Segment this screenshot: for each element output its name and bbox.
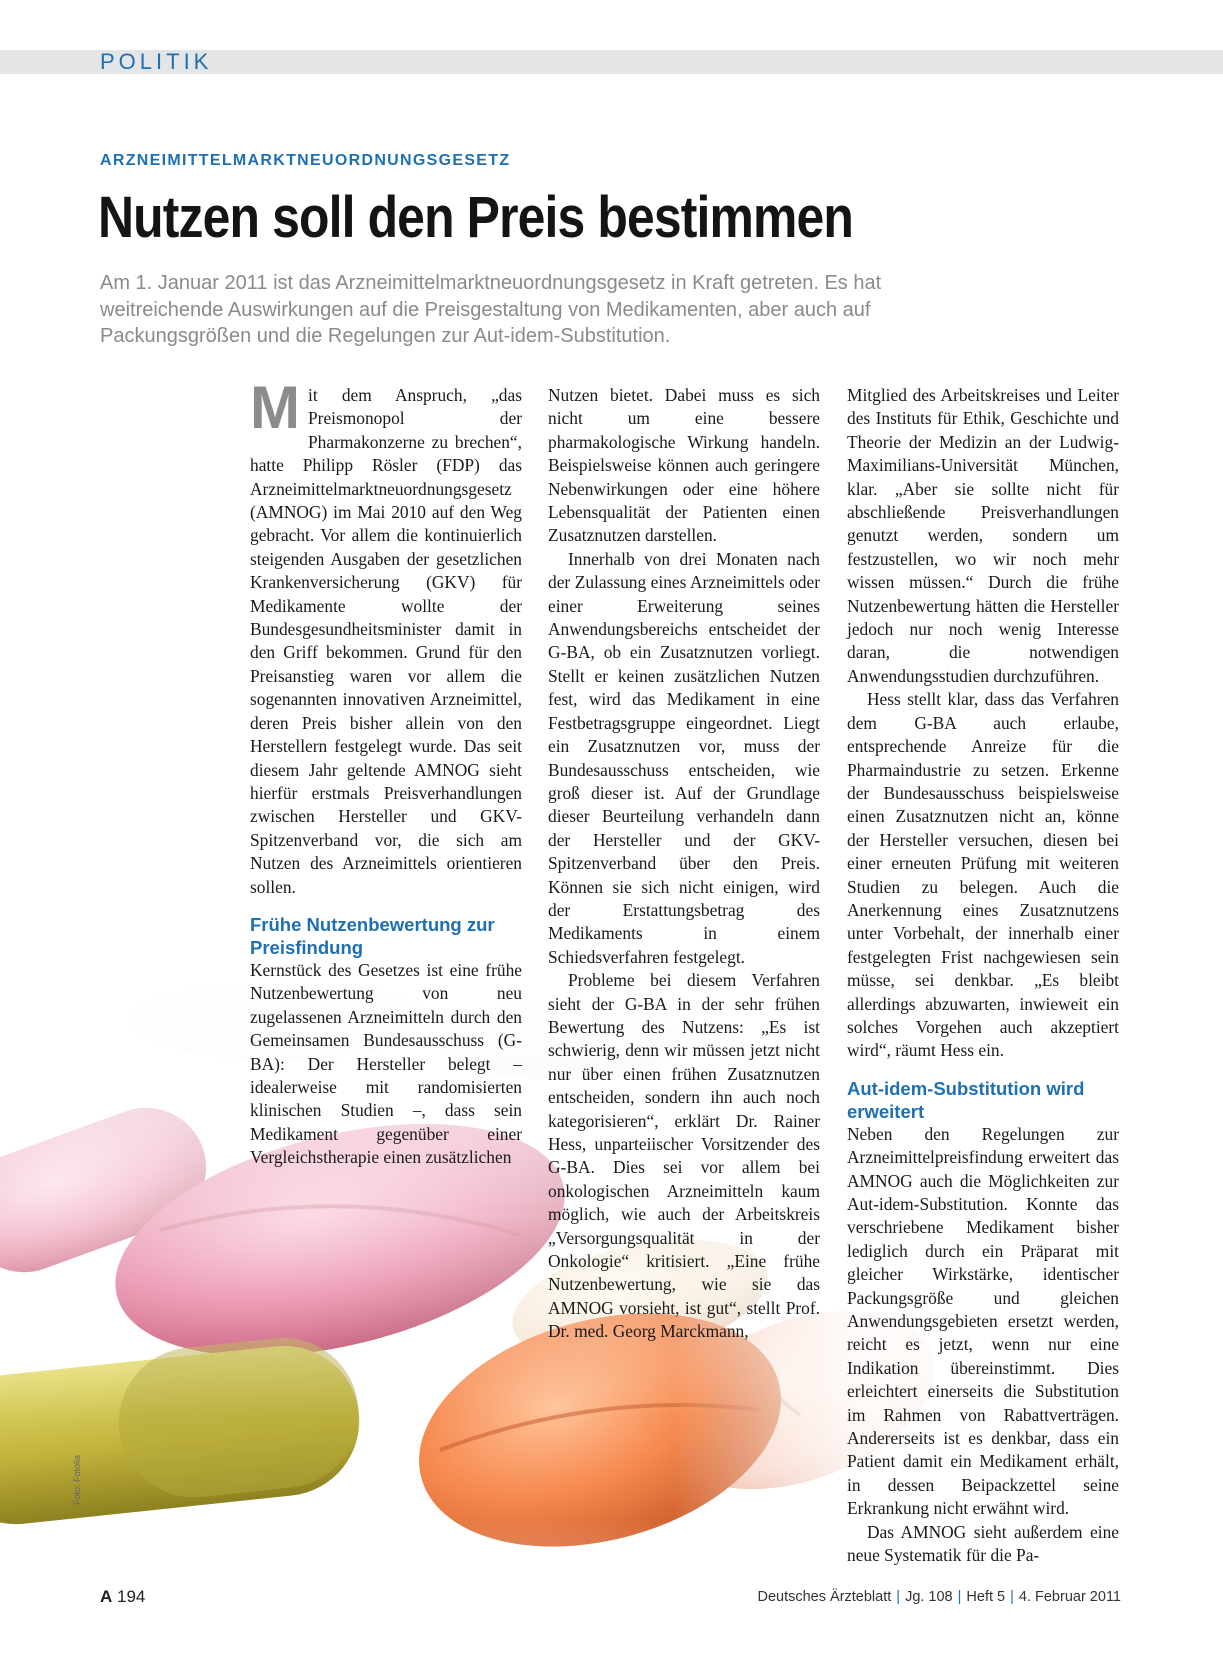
paragraph: Neben den Regelungen zur Arzneimittelpreisfindung erweitert das AMNOG auch die Möglichkeiten zur Aut-idem-Substitution. Konnte das verschriebene Medikament bisher lediglich durch ein Präparat mit gleicher Wirkstärke, identischer Packungsgröße und gleichen Anwendungsgebieten ersetzt werden, reicht es jetzt, wenn nur eine Indikation übereinstimmt. Dies erleichtert einerseits die Substitution im Rahmen von Rabattverträgen. Andererseits ist es denkbar, dass ein Patient damit ein Medikament erhält, in dessen Beipackzettel seine Erkrankung nicht erwähnt wird. [847, 1123, 1119, 1519]
section-label: POLITIK [100, 49, 213, 74]
paragraph-text: it dem Anspruch, „das Preismonopol der Pharmakonzerne zu brechen“, hatte Philipp Rösler (FDP) das Arzneimittelmarktneuordnungsgesetz (AMNOG) im Mai 2010 auf den Weg gebracht. Vor allem die kontinuierlich steigenden Ausgaben der gesetzlichen Krankenversicherung (GKV) für Medikamente wollte der Bundesgesundheitsminister damit in den Griff bekommen. Grund für den Preisanstieg waren vor allem die sogenannten innovativen Arzneimittel, deren Preis bisher allein von den Herstellern festgelegt wurde. Das seit diesem Jahr geltende AMNOG sieht hierfür erstmals Preisverhandlungen zwischen Hersteller und GKV-Spitzenverband vor, die sich am Nutzen des Arzneimittels orientieren sollen. [250, 385, 522, 897]
photo-credit: Foto: Fotolia [72, 1454, 82, 1505]
article-column-1 [250, 374, 522, 1170]
subheading: Aut-idem-Substitution wird erweitert [847, 1077, 1085, 1122]
article-kicker: ARZNEIMITTELMARKTNEUORDNUNGSGESETZ [100, 152, 511, 169]
issue: Heft 5 [966, 1589, 1006, 1605]
paragraph: Das AMNOG sieht außerdem eine neue Systematik für die Pa- [847, 1521, 1119, 1566]
paragraph: Probleme bei diesem Verfahren sieht der G-BA in der sehr frühen Bewertung des Nutzens: „Es ist schwierig, denn wir müssen jetzt nicht nur über einen frühen Zusatznutzen entscheiden, sondern ihn auch noch kategorisieren“, erklärt Dr. Rainer Hess, unparteiischer Vorsitzender des G-BA. Dies sei vor allem bei onkologischen Arzneimitteln kaum möglich, wie auch der Arbeitskreis „Versorgungsqualität in der Onkologie“ kritisiert. „Eine frühe Nutzenbewertung, wie sie das AMNOG vorsieht, ist gut“, stellt Prof. Dr. med. Georg Marckmann, [548, 970, 820, 1342]
article-column-2 [548, 384, 820, 1344]
article-lead: Am 1. Januar 2011 ist das Arzneimittelmarktneuordnungsgesetz in Kraft getreten. Es hat weitreichende Auswirkungen auf die Preisgestaltung von Medikamenten, aber auch auf Packungsgrößen und die Regelungen zur Aut-idem-Substitution. [100, 272, 882, 347]
issue-date: 4. Februar 2011 [1018, 1589, 1121, 1605]
paragraph: Kernstück des Gesetzes ist eine frühe Nutzenbewertung von neu zugelassenen Arzneimitteln durch den Gemeinsamen Bundesausschuss (G-BA): Der Hersteller belegt – idealerweise mit randomisierten klinischen Studien –, dass sein Medikament gegenüber einer Vergleichstherapie einen zusätzlichen [250, 959, 522, 1168]
article-title: Nutzen soll den Preis bestimmen [98, 185, 853, 250]
paragraph [250, 374, 522, 899]
footer-separator: | [1010, 1589, 1014, 1605]
volume: Jg. 108 [905, 1589, 953, 1605]
footer-separator: | [957, 1589, 962, 1605]
page-number [100, 1587, 145, 1607]
journal-name: Deutsches Ärzteblatt [757, 1589, 892, 1605]
footer-separator: | [896, 1589, 901, 1605]
subheading: Frühe Nutzenbewertung zur Preisfindung [250, 913, 495, 958]
page-prefix: A [100, 1587, 113, 1606]
article-column-3 [847, 384, 1119, 1568]
paragraph: Innerhalb von drei Monaten nach der Zulassung eines Arzneimittels oder einer Erweiterung seines Anwendungsbereichs entscheidet der G-BA, ob ein Zusatznutzen vorliegt. Stellt er keinen zusätzlichen Nutzen fest, wird das Medikament in eine Festbetragsgruppe eingeordnet. Liegt ein Zusatznutzen vor, muss der Bundesausschuss entscheiden, wie groß dieser ist. Auf der Grundlage dieser Beurteilung verhandeln dann der Hersteller und der GKV-Spitzenverband über den Preis. Können sie sich nicht einigen, wird der Erstattungsbetrag des Medikaments in einem Schiedsverfahren festgelegt. [548, 548, 820, 967]
drop-cap: M [250, 374, 300, 441]
page-number-value: 194 [117, 1587, 146, 1606]
paragraph: Hess stellt klar, dass das Verfahren dem G-BA auch erlaube, entsprechende Anreize für die Pharmaindustrie zu setzen. Erkenne der Bundesausschuss beispielsweise einen Zusatznutzen nicht an, könne der Hersteller versuchen, diesen bei einer erneuten Prüfung mit weiteren Studien zu belegen. Auch die Anerkennung eines Zusatznutzens unter Vorbehalt, der innerhalb einer festgelegten Frist nachgewiesen sein müsse, sei denkbar. „Es bleibt allerdings abzuwarten, inwieweit ein solches Vorgehen auch akzeptiert wird“, räumt Hess ein. [847, 689, 1119, 1061]
footer-citation [757, 1589, 1121, 1605]
paragraph: Nutzen bietet. Dabei muss es sich nicht um eine bessere pharmakologische Wirkung handeln. Beispielsweise können auch geringere Nebenwirkungen oder eine höhere Lebensqualität der Patienten einen Zusatznutzen darstellen. [548, 385, 820, 546]
paragraph: Mitglied des Arbeitskreises und Leiter des Instituts für Ethik, Geschichte und Theorie der Medizin an der Ludwig-Maximilians-Universität München, klar. „Aber sie sollte nicht für abschließende Preisverhandlungen genutzt werden, sondern um festzustellen, wo wir noch mehr wissen müssen.“ Durch die frühe Nutzenbewertung hätten die Hersteller jedoch nur noch wenig Interesse daran, die notwendigen Anwendungsstudien durchzuführen. [847, 385, 1119, 686]
